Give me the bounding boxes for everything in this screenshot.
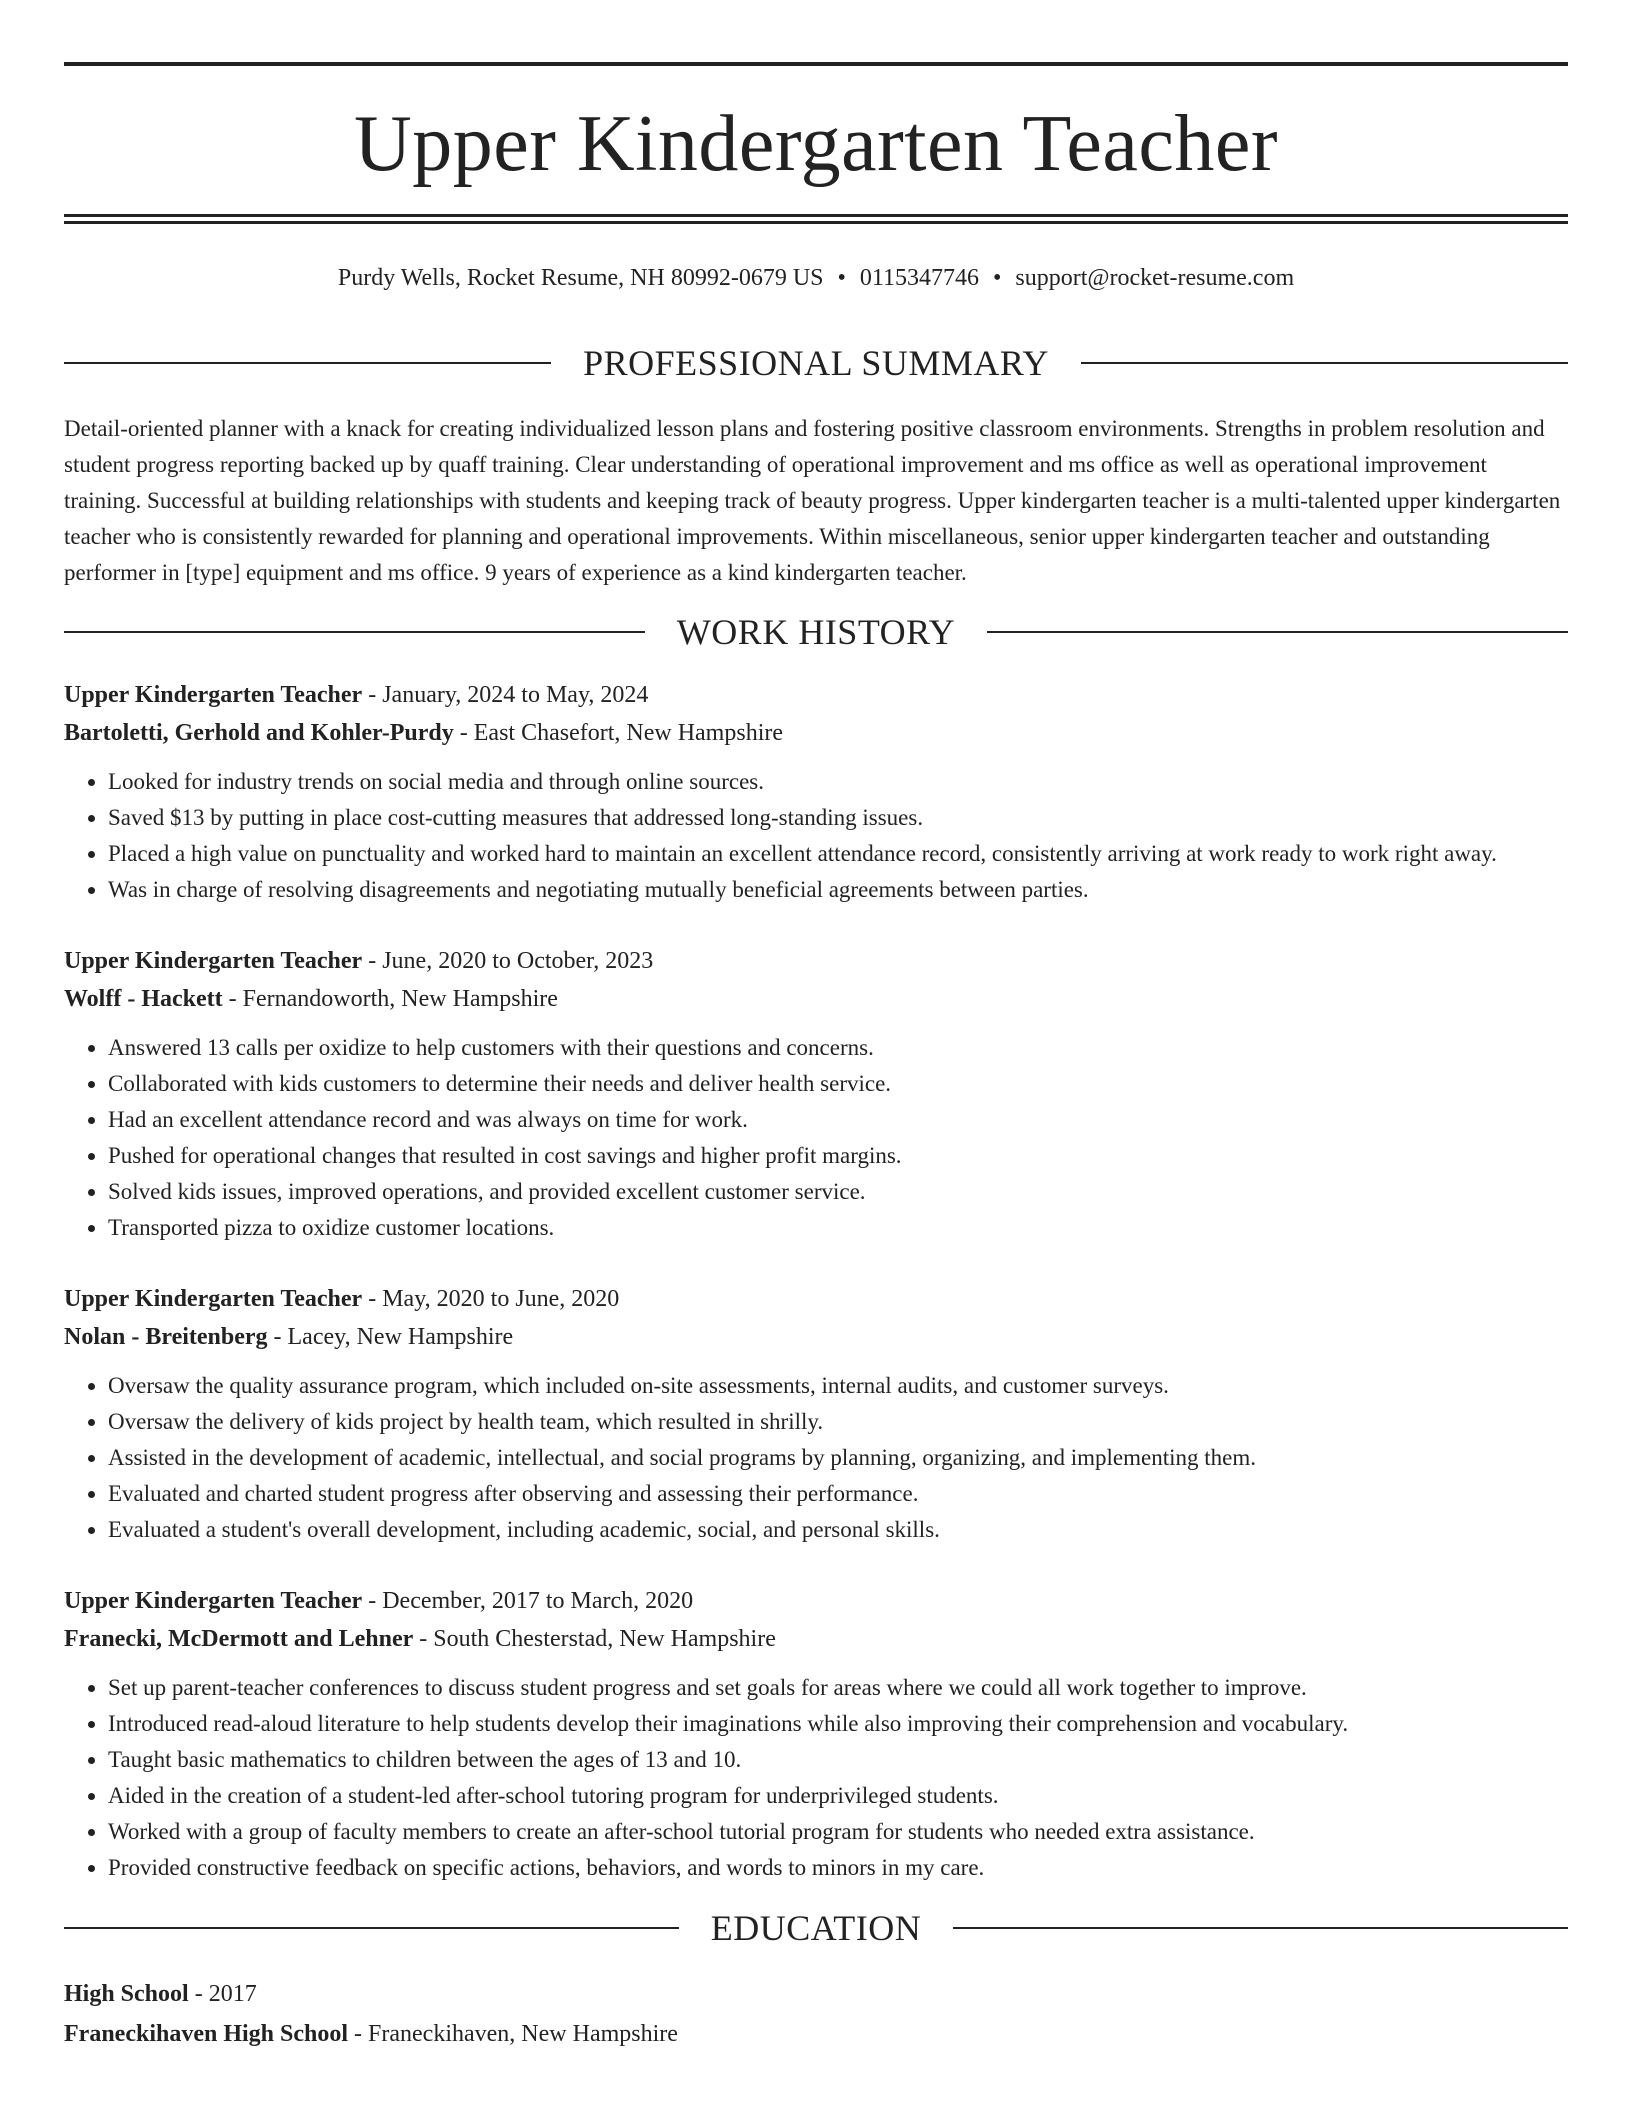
contact-line xyxy=(64,264,1568,293)
job-entry xyxy=(64,942,1568,1246)
summary-paragraph: Detail-oriented planner with a knack for creating individualized lesson plans and fostering positive classroom environments. Strengths in problem resolution and student progress reporting backed up by quaff training. Clear understanding of operational improvement and ms office as well as operational improvement training. Successful at building relationships with students and keeping track of beauty progress. Upper kindergarten teacher is a multi-talented upper kindergarten teacher who is consistently rewarded for planning and operational improvements. Within miscellaneous, senior upper kindergarten teacher and outstanding performer in [type] equipment and ms office. 9 years of experience as a kind kindergarten teacher. xyxy=(64,415,1561,585)
heading-rule-right xyxy=(953,1927,1568,1929)
job-bullet: • Was in charge of resolving disagreements and negotiating mutually beneficial agreements between parties. xyxy=(108,872,1568,908)
contact-email: support@rocket-resume.com xyxy=(1015,265,1295,291)
job-company-line xyxy=(64,1620,1568,1658)
section-heading-summary xyxy=(64,342,1568,383)
job-title-line xyxy=(64,1280,1568,1318)
job-bullet: • Pushed for operational changes that resulted in cost savings and higher profit margins. xyxy=(108,1138,1568,1174)
section-heading-education xyxy=(64,1907,1568,1948)
job-title: Upper Kindergarten Teacher xyxy=(64,1587,363,1614)
job-bullet: • Had an excellent attendance record and was always on time for work. xyxy=(108,1102,1568,1138)
contact-separator: • xyxy=(837,265,846,291)
job-dates: - January, 2024 to May, 2024 xyxy=(362,681,649,708)
job-entry xyxy=(64,676,1568,908)
job-location: - Lacey, New Hampshire xyxy=(267,1323,514,1350)
contact-phone: 0115347746 xyxy=(859,265,980,291)
job-bullet: • Oversaw the quality assurance program, which included on-site assessments, internal audits, and customer surveys. xyxy=(108,1368,1568,1404)
job-bullet: • Transported pizza to oxidize customer locations. xyxy=(108,1210,1568,1246)
job-bullets xyxy=(64,1368,1568,1548)
job-bullets xyxy=(64,764,1568,908)
job-bullet: • Answered 13 calls per oxidize to help customers with their questions and concerns. xyxy=(108,1030,1568,1066)
resume-page xyxy=(64,0,1568,2054)
education-degree: High School xyxy=(64,1980,189,2007)
section-heading-label: PROFESSIONAL SUMMARY xyxy=(583,342,1049,383)
job-company-line xyxy=(64,1318,1568,1356)
job-dates: - May, 2020 to June, 2020 xyxy=(362,1285,620,1312)
job-location: - South Chesterstad, New Hampshire xyxy=(413,1625,776,1652)
job-bullet: • Oversaw the delivery of kids project by health team, which resulted in shrilly. xyxy=(108,1404,1568,1440)
job-company: Franecki, McDermott and Lehner xyxy=(64,1625,414,1652)
job-bullet: • Saved $13 by putting in place cost-cutting measures that addressed long-standing issues. xyxy=(108,800,1568,836)
job-bullet: • Taught basic mathematics to children between the ages of 13 and 10. xyxy=(108,1742,1568,1778)
job-title: Upper Kindergarten Teacher xyxy=(64,681,363,708)
section-heading-label: EDUCATION xyxy=(710,1907,922,1948)
contact-separator: • xyxy=(993,265,1002,291)
education-location: - Franeckihaven, New Hampshire xyxy=(348,2020,678,2047)
job-dates: - December, 2017 to March, 2020 xyxy=(362,1587,694,1614)
contact-address: Purdy Wells, Rocket Resume, NH 80992-0679 US xyxy=(337,265,824,291)
job-bullet: • Solved kids issues, improved operations, and provided excellent customer service. xyxy=(108,1174,1568,1210)
heading-rule-right xyxy=(987,631,1568,633)
education-school: Franeckihaven High School xyxy=(64,2020,349,2047)
heading-rule-left xyxy=(64,1927,679,1929)
job-bullet: • Collaborated with kids customers to determine their needs and deliver health service. xyxy=(108,1066,1568,1102)
job-location: - East Chasefort, New Hampshire xyxy=(453,719,784,746)
section-heading-label: WORK HISTORY xyxy=(676,611,956,652)
job-bullet: • Aided in the creation of a student-led after-school tutoring program for underprivileged students. xyxy=(108,1778,1568,1814)
job-title-line xyxy=(64,942,1568,980)
section-heading-work-history xyxy=(64,611,1568,652)
education-year: - 2017 xyxy=(188,1980,257,2007)
job-bullets xyxy=(64,1030,1568,1246)
heading-rule-left xyxy=(64,631,645,633)
education-school-line xyxy=(64,2014,1568,2054)
job-location: - Fernandoworth, New Hampshire xyxy=(222,985,558,1012)
job-bullets xyxy=(64,1670,1568,1886)
job-company: Bartoletti, Gerhold and Kohler-Purdy xyxy=(64,719,454,746)
resume-title: Upper Kindergarten Teacher xyxy=(353,100,1278,188)
education-entry xyxy=(64,1974,1568,2054)
job-bullet: • Provided constructive feedback on specific actions, behaviors, and words to minors in my care. xyxy=(108,1850,1568,1886)
job-bullet: • Placed a high value on punctuality and worked hard to maintain an excellent attendance record, consistently arriving at work ready to work right away. xyxy=(108,836,1568,872)
job-title-line xyxy=(64,676,1568,714)
job-dates: - June, 2020 to October, 2023 xyxy=(362,947,654,974)
job-bullet: • Evaluated a student's overall development, including academic, social, and personal skills. xyxy=(108,1512,1568,1548)
job-bullet: • Set up parent-teacher conferences to discuss student progress and set goals for areas where we could all work together to improve. xyxy=(108,1670,1568,1706)
job-bullet: • Assisted in the development of academic, intellectual, and social programs by planning, organizing, and implementing them. xyxy=(108,1440,1568,1476)
top-rule xyxy=(64,62,1568,66)
education-degree-line xyxy=(64,1974,1568,2014)
job-company: Nolan - Breitenberg xyxy=(64,1323,268,1350)
job-title-line xyxy=(64,1582,1568,1620)
job-bullet: • Introduced read-aloud literature to help students develop their imaginations while also improving their comprehension and vocabulary. xyxy=(108,1706,1568,1742)
title-double-rule xyxy=(64,214,1568,224)
job-entry xyxy=(64,1582,1568,1886)
job-company-line xyxy=(64,714,1568,752)
job-title: Upper Kindergarten Teacher xyxy=(64,1285,363,1312)
job-title: Upper Kindergarten Teacher xyxy=(64,947,363,974)
job-company: Wolff - Hackett xyxy=(64,985,223,1012)
job-company-line xyxy=(64,980,1568,1018)
job-entry xyxy=(64,1280,1568,1548)
job-bullet: • Worked with a group of faculty members to create an after-school tutorial program for students who needed extra assistance. xyxy=(108,1814,1568,1850)
job-bullet: • Evaluated and charted student progress after observing and assessing their performance. xyxy=(108,1476,1568,1512)
job-bullet: • Looked for industry trends on social media and through online sources. xyxy=(108,764,1568,800)
heading-rule-left xyxy=(64,362,551,364)
heading-rule-right xyxy=(1081,362,1568,364)
